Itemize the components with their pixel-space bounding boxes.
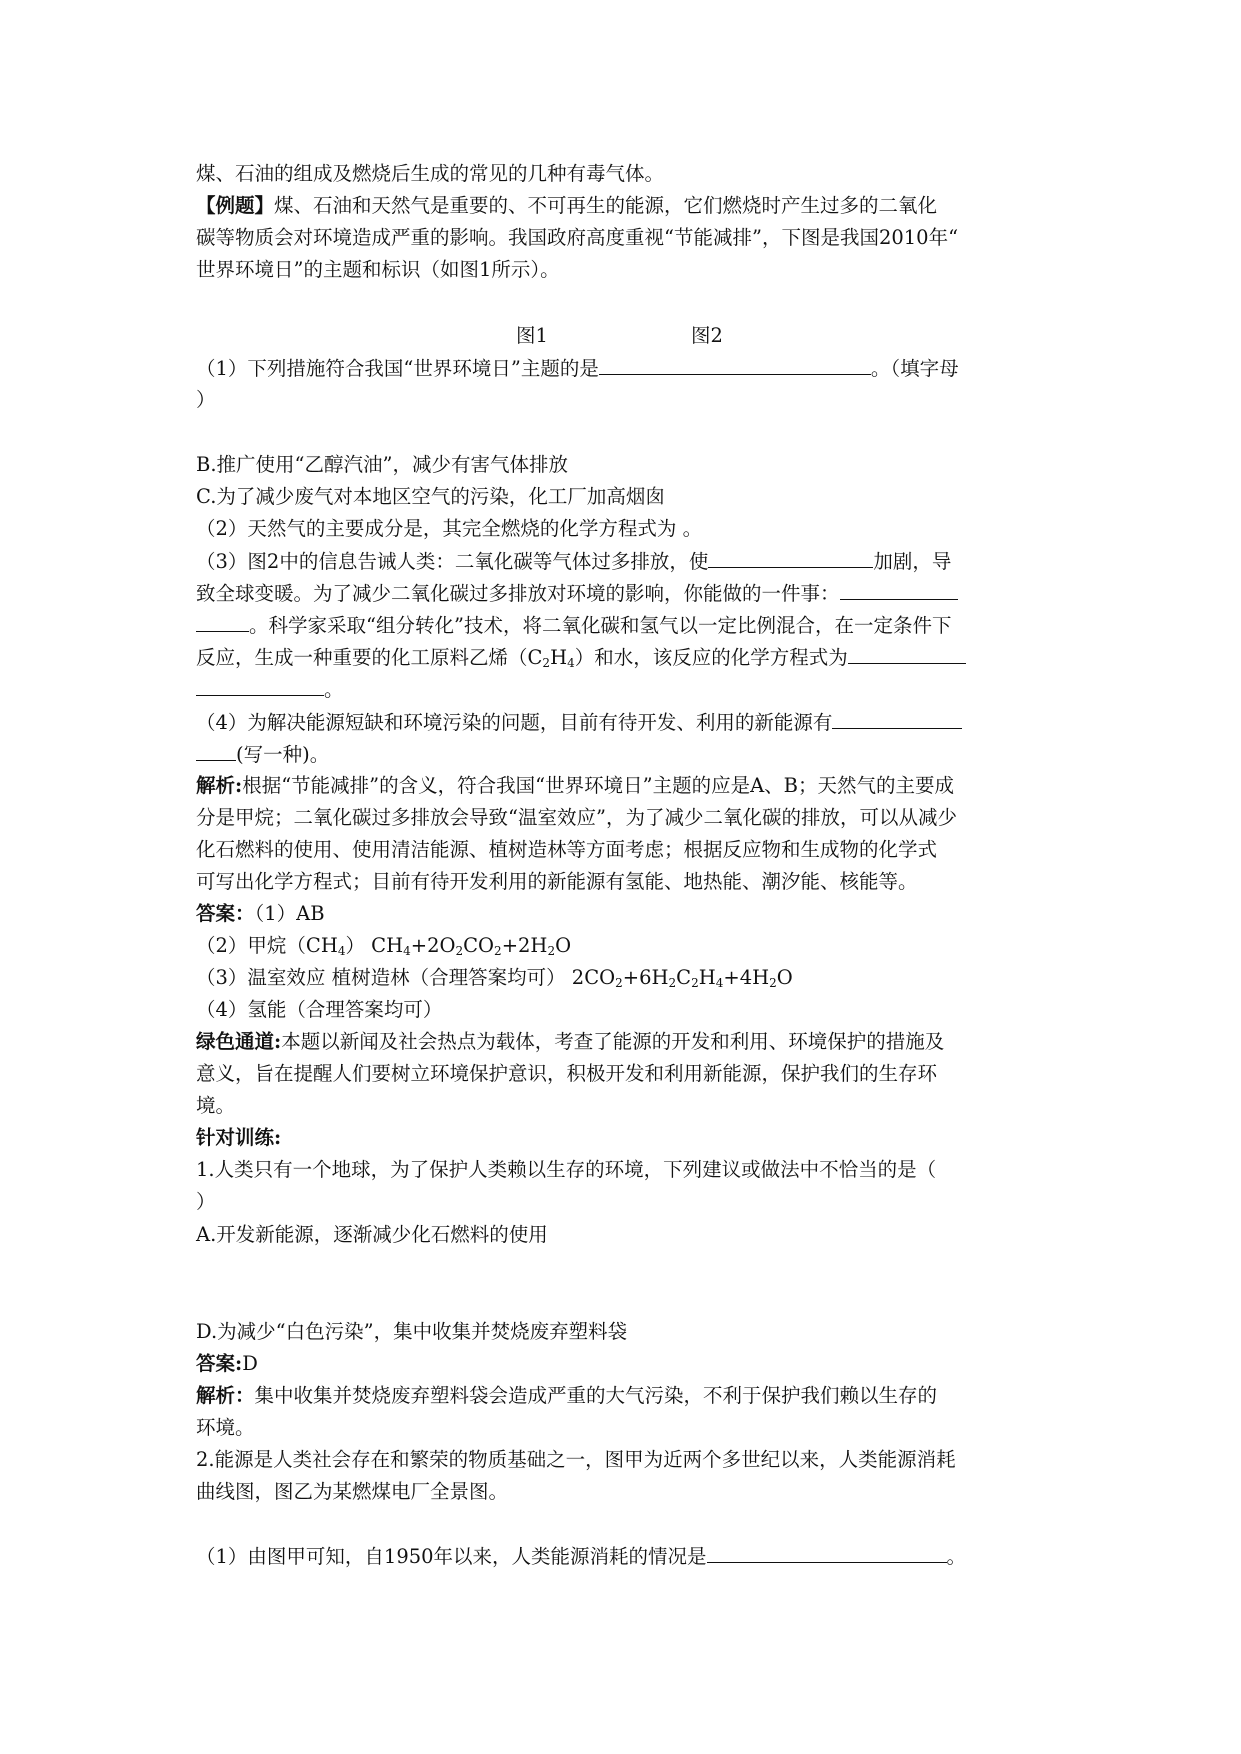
text-line: 境。 [196,1094,236,1117]
text-line: 可写出化学方程式；目前有待开发利用的新能源有氢能、地热能、潮汐能、核能等。 [196,870,918,893]
analysis: 解析：集中收集并焚烧废弃塑料袋会造成严重的大气污染，不利于保护我们赖以生存的 [196,1384,938,1407]
question-3: （3）图2中的信息告诫人类：二氧化碳等气体过多排放，使 加剧，导 [196,547,951,576]
text-line: 反应，生成一种重要的化工原料乙烯$(C_2H_4)$和水，该反应的化学方程式为 [196,643,966,672]
text-line: 碳等物质会对环境造成严重的影响。我国政府高度重视“节能减排”，下图是我国2010年“ [196,226,959,249]
analysis: 解析:根据“节能减排”的含义，符合我国“世界环境日”主题的应是A、B；天然气的主要成 [196,774,954,797]
text-line: 世界环境日”的主题和标识（如图1所示）。 [196,258,560,281]
example-label: 【例题】 [196,194,275,217]
training-q1: 1.人类只有一个地球，为了保护人类赖以生存的环境，下列建议或做法中不恰当的是（ [196,1158,937,1181]
option-b: B.推广使用“乙醇汽油”，减少有害气体排放 [196,453,568,476]
answer: 答案：（1）AB [196,902,325,925]
question-4: （4）为解决能源短缺和环境污染的问题，目前有待开发、利用的新能源有 [196,708,962,737]
answer: 答案:D [196,1352,258,1375]
text-line: ） [196,388,216,411]
text-line: 分是甲烷；二氧化碳过多排放会导致“温室效应”，为了减少二氧化碳的排放，可以从减少 [196,806,957,829]
text-line: 。 [196,675,344,704]
text-line: ） [196,1190,216,1213]
green-channel-label: 绿色通道: [196,1030,282,1053]
analysis-label: 解析: [196,774,243,797]
figure-1-caption: 图1 [516,324,548,347]
green-channel: 绿色通道:本题以新闻及社会热点为载体，考查了能源的开发和利用、环境保护的措施及 [196,1030,945,1053]
answer-label: 答案： [196,902,255,925]
answer-blank[interactable] [196,611,249,632]
answer-blank[interactable] [848,643,966,664]
text-line: 致全球变暖。为了减少二氧化碳过多排放对环境的影响，你能做的一件事： [196,579,958,608]
answer-3: （3）温室效应 植树造林（合理答案均可） $2CO_2+6H_2C_2H_4+4H_2O$ [196,966,793,990]
example-intro: 【例题】煤、石油和天然气是重要的、不可再生的能源，它们燃烧时产生过多的二氧化 [196,194,938,217]
question-1: （1）下列措施符合我国“世界环境日”主题的是 。（填字母 [196,354,959,383]
answer-blank[interactable] [708,547,873,568]
training-heading: 针对训练: [196,1126,282,1149]
text-line: 环境。 [196,1416,255,1439]
text-line: (写一种)。 [196,740,329,769]
text-line: 化石燃料的使用、使用清洁能源、植树造林等方面考虑；根据反应物和生成物的化学式 [196,838,938,861]
option-d: D.为减少“白色污染”，集中收集并焚烧废弃塑料袋 [196,1320,628,1343]
answer-blank[interactable] [196,740,236,761]
text-line: 。科学家采取“组分转化”技术，将二氧化碳和氢气以一定比例混合，在一定条件下 [196,611,951,640]
answer-blank[interactable] [832,708,962,729]
training-q2-1: （1）由图甲可知，自1950年以来，人类能源消耗的情况是 。 [196,1542,966,1571]
option-a: A.开发新能源，逐渐减少化石燃料的使用 [196,1223,548,1246]
question-2: （2）天然气的主要成分是，其完全燃烧的化学方程式为 。 [196,517,703,540]
answer-blank[interactable] [196,675,324,696]
answer-blank[interactable] [599,354,871,375]
option-c: C.为了减少废气对本地区空气的污染，化工厂加高烟囱 [196,485,665,508]
text-line: 曲线图，图乙为某燃煤电厂全景图。 [196,1480,509,1503]
training-q2: 2.能源是人类社会存在和繁荣的物质基础之一，图甲为近两个多世纪以来，人类能源消耗 [196,1448,956,1471]
answer-4: （4）氢能（合理答案均可） [196,998,443,1021]
answer-blank[interactable] [707,1542,947,1563]
answer-2: （2）甲烷$(CH_4)$ $CH_4+2O_2CO_2+2H_2O$ [196,934,572,958]
text-line: 煤、石油的组成及燃烧后生成的常见的几种有毒气体。 [196,162,665,185]
analysis-label: 解析： [196,1384,255,1407]
answer-label: 答案: [196,1352,243,1375]
text-line: 意义，旨在提醒人们要树立环境保护意识，积极开发和利用新能源，保护我们的生存环 [196,1062,938,1085]
figure-2-caption: 图2 [691,324,723,347]
answer-blank[interactable] [840,579,958,600]
